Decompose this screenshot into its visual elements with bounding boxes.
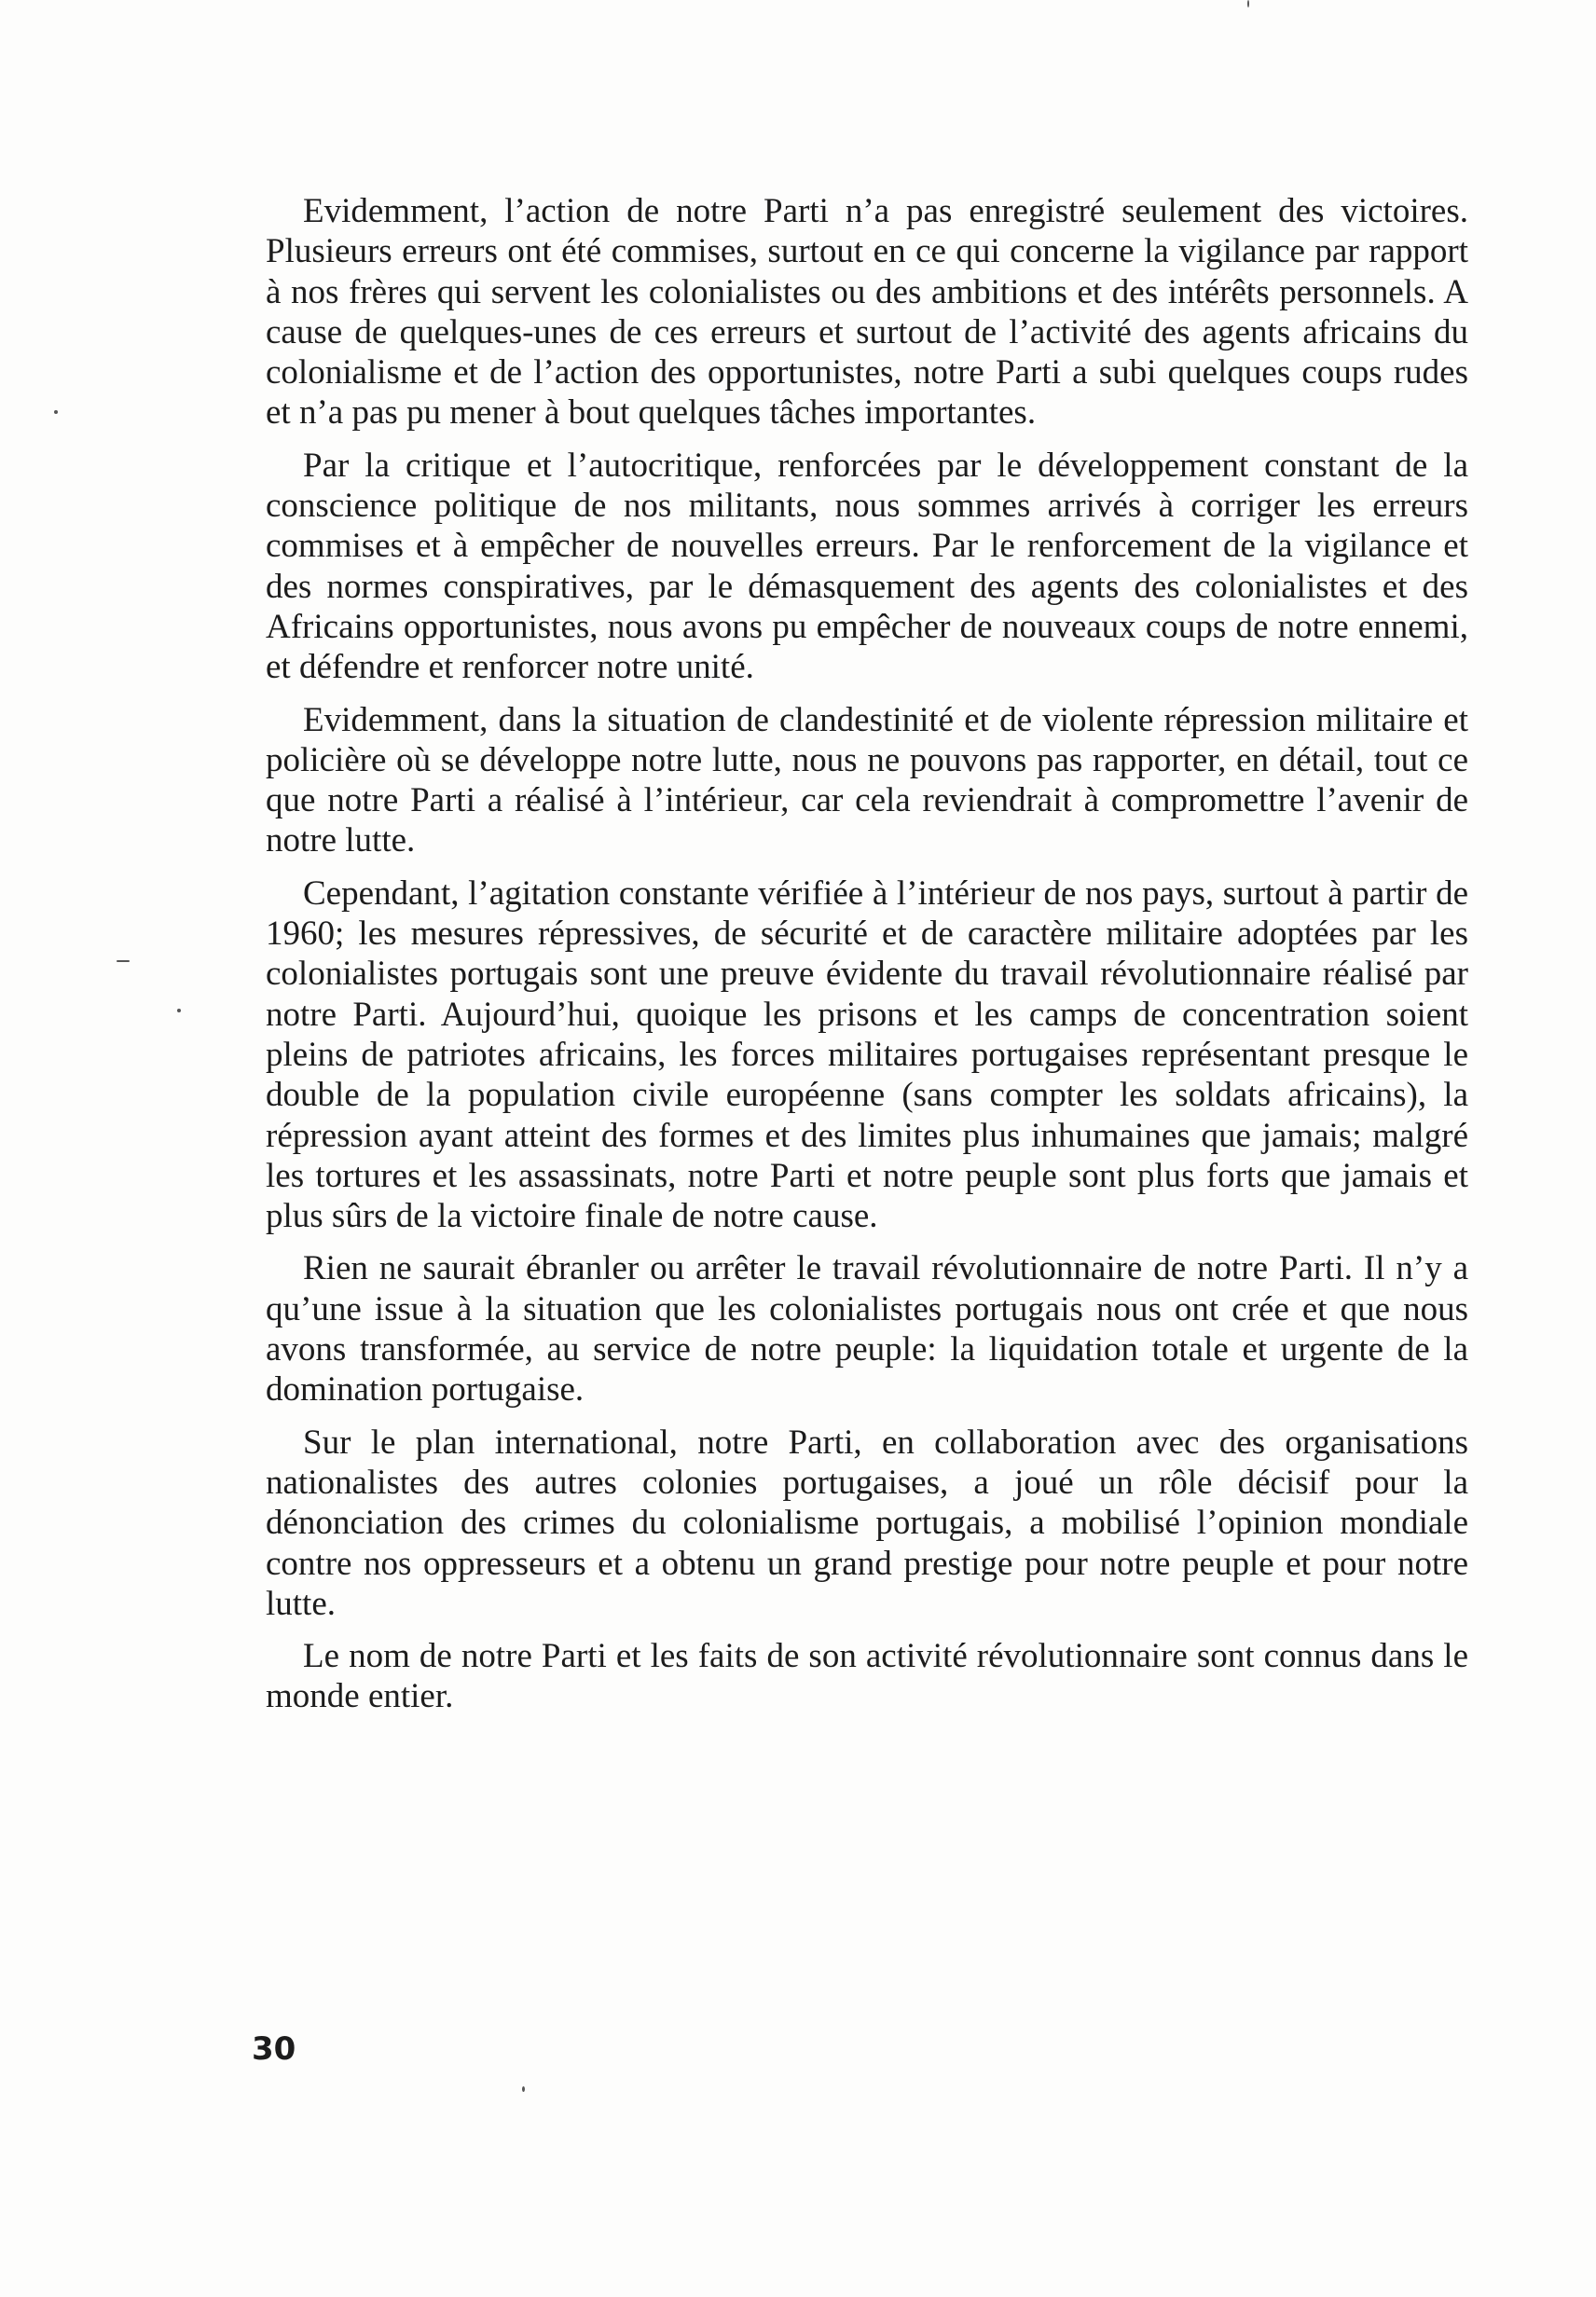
paragraph-2: Par la critique et l’autocritique, renforcées par le développement constant de la conscience politique de nos militants, nous sommes arrivés à corriger les erreurs commises et à empêcher de nouvelles erreurs. Par le renforcement de la vigilance et des normes conspiratives, par le démasquement des agents des colonialistes et des Africains opportunistes, nous avons pu empêcher de nouveaux coups de notre ennemi, et défendre et renforcer notre unité. <box>266 446 1468 687</box>
paragraph-3: Evidemment, dans la situation de clandestinité et de violente répression militaire et policière où se développe notre lutte, nous ne pouvons pas rapporter, en détail, tout ce que notre Parti a réalisé à l’intérieur, car cela reviendrait à compromettre l’avenir de notre lutte. <box>266 700 1468 860</box>
scan-speck <box>522 2086 525 2092</box>
scan-speck <box>177 1009 181 1012</box>
scan-speck <box>54 410 58 414</box>
paragraph-7: Le nom de notre Parti et les faits de son activité révolutionnaire sont connus dans le monde entier. <box>266 1637 1468 1716</box>
paragraph-4: Cependant, l’agitation constante vérifiée à l’intérieur de nos pays, surtout à partir de 1960; les mesures répressives, de sécurité et de caractère militaire adoptées par les colonialistes portugais sont une preuve évidente du travail révolutionnaire réalisé par notre Parti. Aujourd’hui, quoique les prisons et les camps de concentration soient pleins de patriotes africains, les forces militaires portugaises représentant presque le double de la population civile européenne (sans compter les soldats africains), la répression ayant atteint des formes et des limites plus inhumaines que jamais; malgré les tortures et les assassinats, notre Parti et notre peuple sont plus forts que jamais et plus sûrs de la victoire finale de notre cause. <box>266 873 1468 1236</box>
page-number: 30 <box>252 2030 296 2068</box>
paragraph-6: Sur le plan international, notre Parti, en collaboration avec des organisations nationalistes des autres colonies portugaises, a joué un rôle décisif pour la dénonciation des crimes du colonialisme portugais, a mobilisé l’opinion mondiale contre nos oppresseurs et a obtenu un grand prestige pour notre peuple et pour notre lutte. <box>266 1423 1468 1623</box>
paragraph-5: Rien ne saurait ébranler ou arrêter le travail révolutionnaire de notre Parti. Il n’y a qu’une issue à la situation que les colonialistes portugais nous ont crée et que nous avons transformée, au service de notre peuple: la liquidation totale et urgente de la domination portugaise. <box>266 1249 1468 1410</box>
scan-speck <box>1247 0 1249 7</box>
scan-speck <box>117 960 130 962</box>
paragraph-1: Evidemment, l’action de notre Parti n’a pas enregistré seulement des victoires. Plusieurs erreurs ont été commises, surtout en ce qui concerne la vigilance par rapport à nos frères qui servent les colonialistes ou des ambitions et des intérêts personnels. A cause de quelques-unes de ces erreurs et surtout de l’activité des agents africains du colonialisme et de l’action des opportunistes, notre Parti a subi quelques coups rudes et n’a pas pu mener à bout quelques tâches importantes. <box>266 192 1468 433</box>
body-text <box>266 191 1468 1729</box>
